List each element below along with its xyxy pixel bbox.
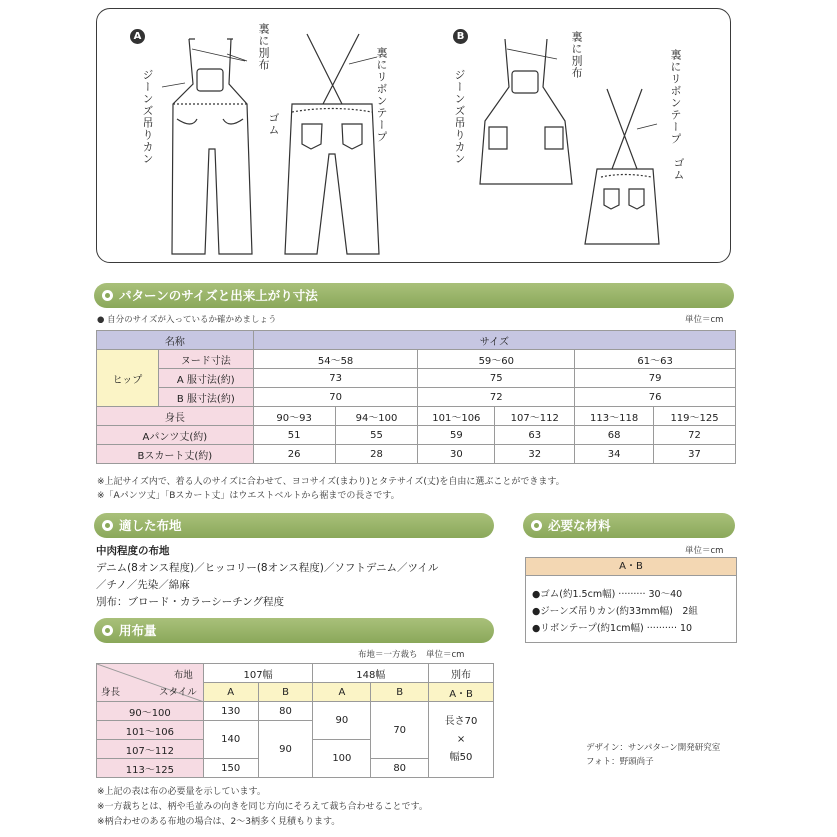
col-name-header: 名称	[97, 331, 254, 350]
section-bullet-icon	[102, 290, 113, 301]
extra-fabric-value	[429, 702, 494, 778]
materials-section-title: 必要な材料	[548, 518, 611, 533]
size-table	[96, 330, 736, 464]
table-cell: 119〜125	[654, 407, 736, 426]
table-cell: 70	[253, 388, 418, 407]
yardage-footnote-1: ※上記の表は布の必要量を示しています。	[97, 787, 266, 797]
extra-length: 長さ70	[444, 715, 478, 727]
table-cell: 73	[253, 369, 418, 388]
credits	[586, 741, 720, 769]
corner-fabric-label: 布地	[173, 670, 193, 681]
style-ab-header: A・B	[429, 683, 494, 702]
size-note: ● 自分のサイズが入っているか確かめましょう	[97, 315, 277, 325]
skirt-label: Bスカート丈(約)	[97, 445, 254, 464]
yardage-unit: 布地＝一方裁ち 単位＝cm	[358, 650, 465, 660]
corner-style-label: スタイル	[158, 687, 197, 698]
yardage-section-title: 用布量	[119, 623, 157, 638]
table-cell: 150	[203, 759, 258, 778]
row-label: ヌード寸法	[158, 350, 253, 369]
table-cell: 90〜93	[253, 407, 335, 426]
table-cell: 113〜118	[575, 407, 654, 426]
table-cell: 70	[371, 702, 429, 759]
table-cell: 59〜60	[418, 350, 575, 369]
materials-unit: 単位＝cm	[685, 546, 724, 556]
table-cell: 28	[335, 445, 418, 464]
table-cell: 79	[575, 369, 736, 388]
material-item: ●ジーンズ吊りカン(約33mm幅) 2組	[532, 606, 698, 617]
size-footnote-1: ※上記サイズ内で、着る人のサイズに合わせて、ヨコサイズ(まわり)とタテサイズ(丈)を自由に選ぶことができます。	[97, 477, 565, 487]
style-a-header: A	[313, 683, 371, 702]
table-cell: 72	[418, 388, 575, 407]
table-cell: 34	[575, 445, 654, 464]
size-section-title: パターンのサイズと出来上がり寸法	[119, 288, 318, 303]
table-cell: 37	[654, 445, 736, 464]
table-cell: 75	[418, 369, 575, 388]
height-cell: 107〜112	[97, 740, 204, 759]
fabric-section-header	[94, 513, 494, 538]
style-b-header: B	[258, 683, 313, 702]
fabric-line: 中肉程度の布地	[96, 545, 170, 557]
extra-fabric-header: 別布	[429, 664, 494, 683]
label-ribbon-a: 裏にリボンテープ	[375, 47, 388, 143]
corner-height-label: 身長	[101, 687, 121, 698]
hip-label: ヒップ	[97, 350, 159, 407]
height-cell: 101〜106	[97, 721, 204, 740]
variant-b-badge: B	[453, 29, 468, 44]
pants-label: Aパンツ丈(約)	[97, 426, 254, 445]
table-cell: 107〜112	[495, 407, 575, 426]
table-cell: 30	[418, 445, 495, 464]
table-cell: 51	[253, 426, 335, 445]
illustration-panel	[96, 8, 731, 263]
label-elastic-b: ゴム	[672, 157, 685, 181]
photo-credit: フォト：野頭尚子	[586, 757, 654, 767]
table-cell: 32	[495, 445, 575, 464]
width-148-header: 148幅	[313, 664, 429, 683]
table-cell: 72	[654, 426, 736, 445]
table-cell: 94〜100	[335, 407, 418, 426]
yardage-section-header	[94, 618, 494, 643]
section-bullet-icon	[531, 520, 542, 531]
label-jeans-hook-b: ジーンズ吊りカン	[453, 69, 466, 165]
extra-times: ×	[456, 733, 466, 745]
table-cell: 63	[495, 426, 575, 445]
col-size-header: サイズ	[253, 331, 735, 350]
fabric-section-title: 適した布地	[119, 518, 182, 533]
table-cell: 90	[313, 702, 371, 740]
table-cell: 90	[258, 721, 313, 778]
garment-drawings	[97, 9, 732, 264]
table-cell: 68	[575, 426, 654, 445]
row-label: A 服寸法(約)	[158, 369, 253, 388]
fabric-line: デニム(8オンス程度)／ヒッコリー(8オンス程度)／ソフトデニム／ツイル	[96, 562, 439, 574]
table-cell: 59	[418, 426, 495, 445]
size-footnote-2: ※「Aパンツ丈」「Bスカート丈」はウエストベルトから裾までの長さです。	[97, 491, 400, 501]
height-cell: 90〜100	[97, 702, 204, 721]
table-cell: 61〜63	[575, 350, 736, 369]
width-107-header: 107幅	[203, 664, 313, 683]
table-cell: 80	[371, 759, 429, 778]
extra-width: 幅50	[449, 751, 473, 763]
table-cell: 54〜58	[253, 350, 418, 369]
fabric-line: ／チノ／先染／綿麻	[96, 579, 190, 591]
material-item: ●リボンテープ(約1cm幅) ·········· 10	[532, 623, 693, 634]
label-elastic-a: ゴム	[267, 112, 280, 136]
materials-section-header	[523, 513, 735, 538]
variant-a-badge: A	[130, 29, 145, 44]
materials-header: A・B	[526, 558, 736, 576]
yardage-footnote-3: ※柄合わせのある布地の場合は、2〜3柄多く見積もります。	[97, 817, 341, 827]
table-cell: 130	[203, 702, 258, 721]
design-credit: デザイン：サンパターン開発研究室	[586, 743, 721, 753]
style-a-header: A	[203, 683, 258, 702]
fabric-line: 別布：ブロード・カラーシーチング程度	[96, 596, 285, 608]
section-bullet-icon	[102, 520, 113, 531]
style-b-header: B	[371, 683, 429, 702]
row-label: B 服寸法(約)	[158, 388, 253, 407]
table-cell: 55	[335, 426, 418, 445]
fabric-list	[96, 543, 438, 611]
label-lining-b: 裏に別布	[570, 31, 583, 79]
height-cell: 113〜125	[97, 759, 204, 778]
section-bullet-icon	[102, 625, 113, 636]
table-cell: 26	[253, 445, 335, 464]
size-section-header	[94, 283, 734, 308]
materials-box	[525, 557, 737, 643]
material-item: ●ゴム(約1.5cm幅) ········· 30〜40	[532, 589, 683, 600]
table-cell: 80	[258, 702, 313, 721]
label-ribbon-b: 裏にリボンテープ	[669, 49, 682, 145]
table-cell: 140	[203, 721, 258, 759]
yardage-corner-cell	[97, 664, 204, 702]
table-cell: 100	[313, 740, 371, 778]
yardage-table	[96, 663, 494, 778]
label-jeans-hook-a: ジーンズ吊りカン	[141, 69, 154, 165]
table-cell: 76	[575, 388, 736, 407]
table-cell: 101〜106	[418, 407, 495, 426]
size-unit: 単位＝cm	[685, 315, 724, 325]
label-lining-a: 裏に別布	[257, 23, 270, 71]
height-label: 身長	[97, 407, 254, 426]
yardage-footnote-2: ※一方裁ちとは、柄や毛並みの向きを同じ方向にそろえて裁ち合わせることです。	[97, 802, 428, 812]
